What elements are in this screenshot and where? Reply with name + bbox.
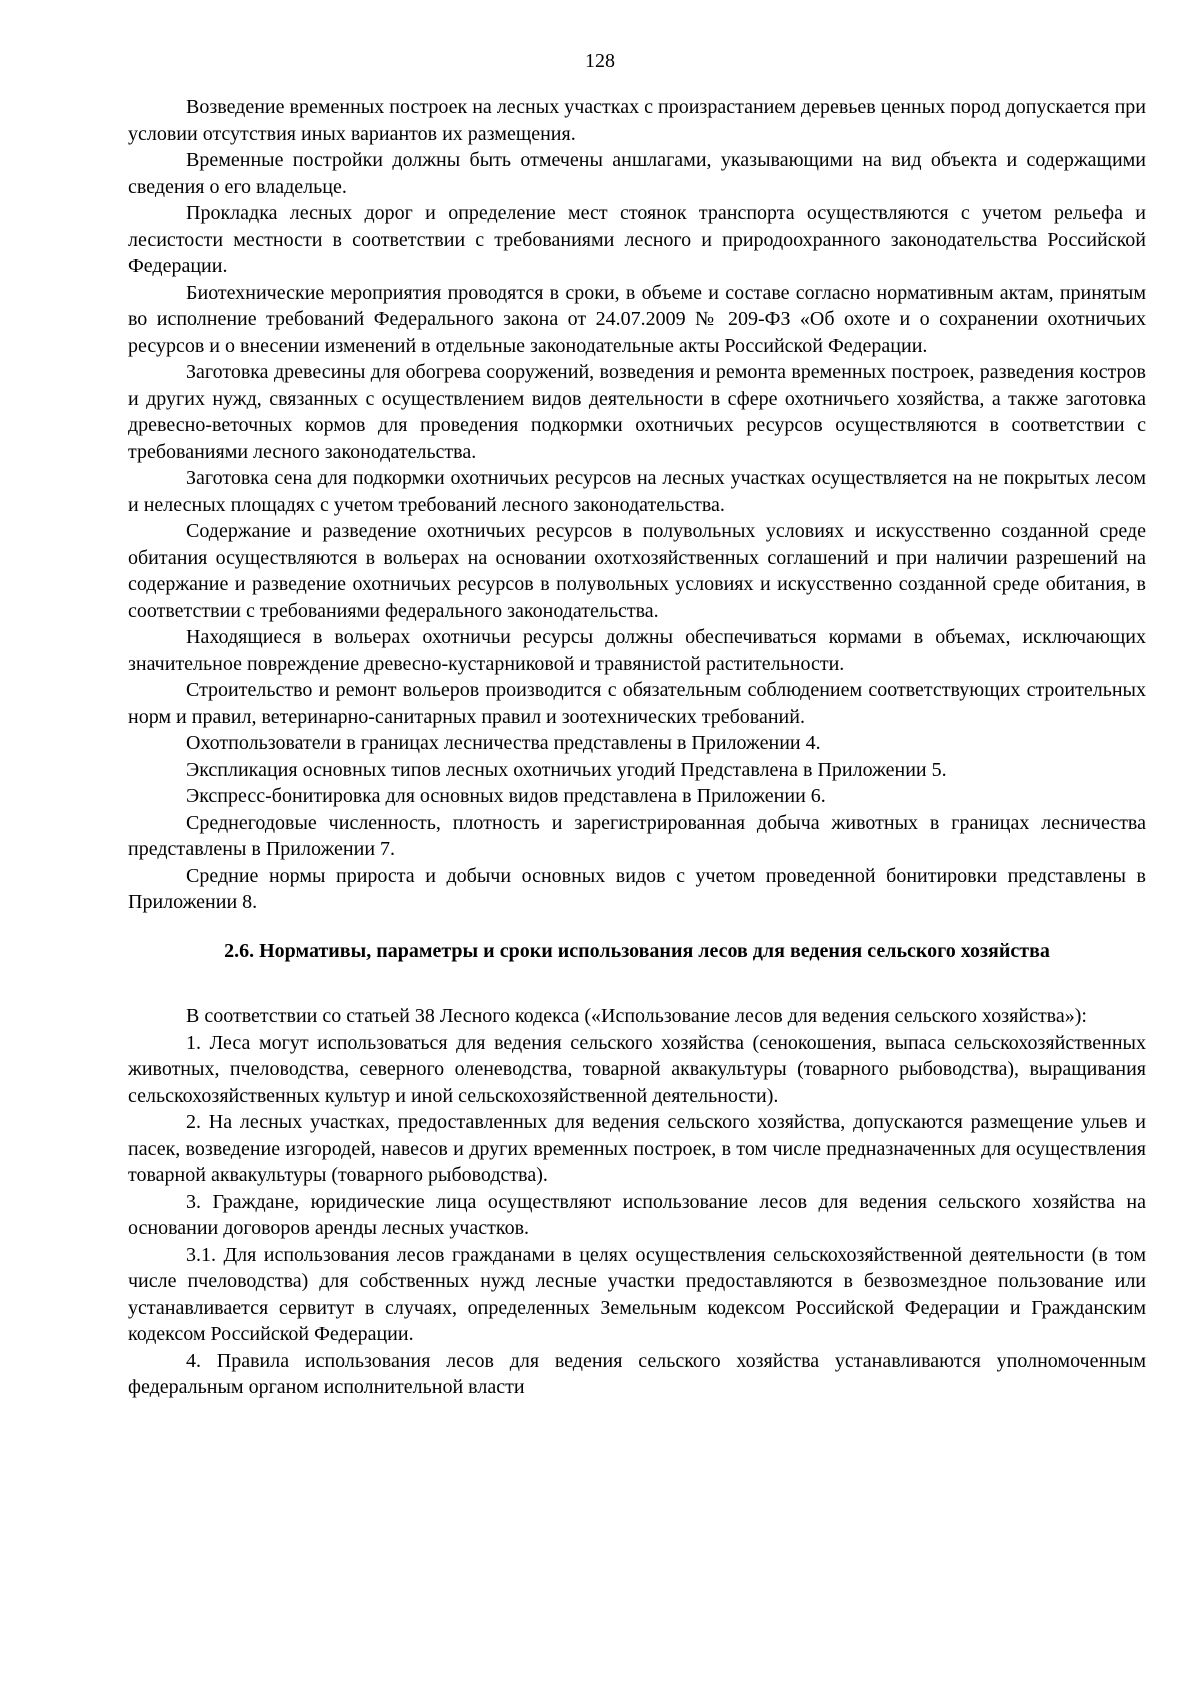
paragraph: Биотехнические мероприятия проводятся в сроки, в объеме и составе согласно нормативным актам, принятым во исполнение требований Федерального закона от 24.07.2009 № 209-ФЗ «Об охоте и о сохранении охотничьих ресурсов и о внесении изменений в отдельные законодательные акты Российской Федерации.	[128, 281, 1146, 357]
paragraph: Возведение временных построек на лесных участках с произрастанием деревьев ценных пород допускается при условии отсутствия иных вариантов их размещения.	[128, 96, 1146, 145]
paragraph: Временные постройки должны быть отмечены аншлагами, указывающими на вид объекта и содержащими сведения о его владельце.	[128, 149, 1146, 198]
section-hunting	[128, 94, 1146, 916]
paragraph: Средние нормы прироста и добычи основных видов с учетом проведенной бонитировки представлены в Приложении 8.	[128, 864, 1146, 913]
page-number: 128	[585, 50, 615, 72]
paragraph: 4. Правила использования лесов для ведения сельского хозяйства устанавливаются уполномоченным федеральным органом исполнительной власти	[128, 1349, 1146, 1398]
paragraph: 3.1. Для использования лесов гражданами в целях осуществления сельскохозяйственной деятельности (в том числе пчеловодства) для собственных нужд лесные участки предоставляются в безвозмездное пользование или устанавливается сервитут в случаях, определенных Земельным кодексом Российской Федерации и Гражданским кодексом Российской Федерации.	[128, 1243, 1146, 1345]
paragraph: Экспресс-бонитировка для основных видов представлена в Приложении 6.	[186, 785, 826, 807]
section-heading: 2.6. Нормативы, параметры и сроки использования лесов для ведения сельского хозяйства	[224, 939, 1050, 962]
paragraph: 3. Граждане, юридические лица осуществляют использование лесов для ведения сельского хозяйства на основании договоров аренды лесных участков.	[128, 1190, 1146, 1239]
paragraph: Строительство и ремонт вольеров производится с обязательным соблюдением соответствующих строительных норм и правил, ветеринарно-санитарных правил и зоотехнических требований.	[128, 679, 1146, 728]
section-agriculture	[128, 1003, 1146, 1401]
paragraph: Заготовка сена для подкормки охотничьих ресурсов на лесных участках осуществляется на не покрытых лесом и нелесных площадях с учетом требований лесного законодательства.	[128, 467, 1146, 516]
paragraph: Находящиеся в вольерах охотничьи ресурсы должны обеспечиваться кормами в объемах, исключающих значительное повреждение древесно-кустарниковой и травянистой растительности.	[128, 626, 1146, 675]
document-body	[128, 94, 1146, 1401]
paragraph: Среднегодовые численность, плотность и зарегистрированная добыча животных в границах лесничества представлены в Приложении 7.	[128, 811, 1146, 860]
paragraph: 2. На лесных участках, предоставленных для ведения сельского хозяйства, допускаются размещение ульев и пасек, возведение изгородей, навесов и других временных построек, в том числе предназначенных для осуществления товарной аквакультуры (товарного рыбоводства).	[128, 1111, 1146, 1186]
paragraph: 1. Леса могут использоваться для ведения сельского хозяйства (сенокошения, выпаса сельскохозяйственных животных, пчеловодства, северного оленеводства, товарной аквакультуры (товарного рыбоводства), выращивания сельскохозяйственных культур и иной сельскохозяйственной деятельности).	[128, 1031, 1146, 1107]
paragraph: Прокладка лесных дорог и определение мест стоянок транспорта осуществляются с учетом рельефа и лесистости местности в соответствии с требованиями лесного и природоохранного законодательства Российской Федерации.	[128, 202, 1146, 277]
paragraph: Экспликация основных типов лесных охотничьих угодий Представлена в Приложении 5.	[186, 758, 947, 781]
paragraph: Содержание и разведение охотничьих ресурсов в полувольных условиях и искусственно созданной среде обитания осуществляются в вольерах на основании охотхозяйственных соглашений и при наличии разрешений на содержание и разведение охотничьих ресурсов в полувольных условиях и искусственно созданной среде обитания, в соответствии с требованиями федерального законодательства.	[128, 520, 1146, 622]
paragraph: Заготовка древесины для обогрева сооружений, возведения и ремонта временных построек, разведения костров и других нужд, связанных с осуществлением видов деятельности в сфере охотничьего хозяйства, а также заготовка древесно-веточных кормов для проведения подкормки охотничьих ресурсов осуществляются в соответствии с требованиями лесного законодательства.	[128, 361, 1146, 463]
paragraph: Охотпользователи в границах лесничества представлены в Приложении 4.	[186, 732, 821, 754]
paragraph: В соответствии со статьей 38 Лесного кодекса («Использование лесов для ведения сельского хозяйства»):	[186, 1005, 1087, 1027]
